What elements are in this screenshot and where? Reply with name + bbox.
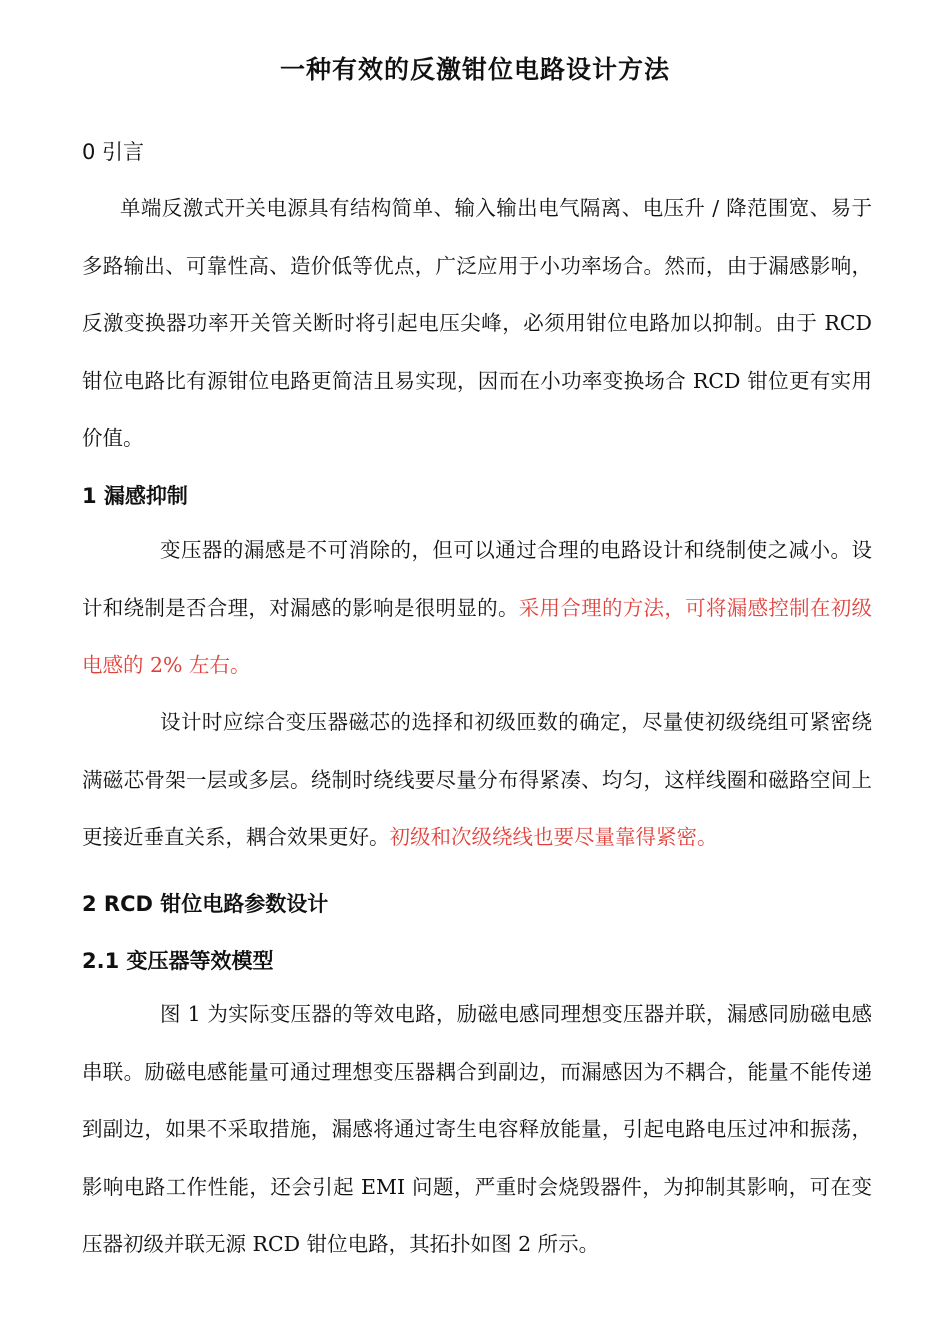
paragraph-text: 设计时应综合变压器磁芯的选择和初级匝数的确定，尽量使初级绕组可紧密绕满磁芯骨架一层或多层。绕制时绕线要尽量分布得紧凑、均匀，这样线圈和磁路空间上更接近垂直关系，耦合效果更好。 <box>82 710 872 849</box>
section-2-1-paragraph: 图 1 为实际变压器的等效电路，励磁电感同理想变压器并联，漏感同励磁电感串联。励磁电感能量可通过理想变压器耦合到副边，而漏感因为不耦合，能量不能传递到副边，如果不采取措施，漏感将通过寄生电容释放能量，引起电路电压过冲和振荡，影响电路工作性能，还会引起 EMI 问题，严重时会烧毁器件，为抑制其影响，可在变压器初级并联无源 RCD 钳位电路，其拓扑如图 2 所示。 <box>82 1002 872 1256</box>
section-0-paragraph: 单端反激式开关电源具有结构简单、输入输出电气隔离、电压升 / 降范围宽、易于多路输出、可靠性高、造价低等优点，广泛应用于小功率场合。然而，由于漏感影响，反激变换器功率开关管关断时将引起电压尖峰，必须用钳位电路加以抑制。由于 RCD 钳位电路比有源钳位电路更简洁且易实现，因而在小功率变换场合 RCD 钳位更有实用价值。 <box>82 196 872 450</box>
section-2-heading: 2 RCD 钳位电路参数设计 <box>82 892 329 916</box>
document-title: 一种有效的反激钳位电路设计方法 <box>279 55 670 84</box>
highlighted-text: 采用合理的方法，可将漏感控制在初级电感的 2% 左右。 <box>82 595 873 677</box>
section-1-heading: 1 漏感抑制 <box>82 484 188 508</box>
section-1-paragraph-1 <box>82 522 872 695</box>
section-1-paragraph-2 <box>82 694 872 867</box>
paragraph-text: 变压器的漏感是不可消除的，但可以通过合理的电路设计和绕制使之减小。设计和绕制是否合理，对漏感的影响是很明显的。 <box>82 538 872 620</box>
section-0-heading: 0 引言 <box>82 140 145 164</box>
highlighted-text: 初级和次级绕线也要尽量靠得紧密。 <box>389 825 718 849</box>
section-2-1-heading: 2.1 变压器等效模型 <box>82 949 274 973</box>
